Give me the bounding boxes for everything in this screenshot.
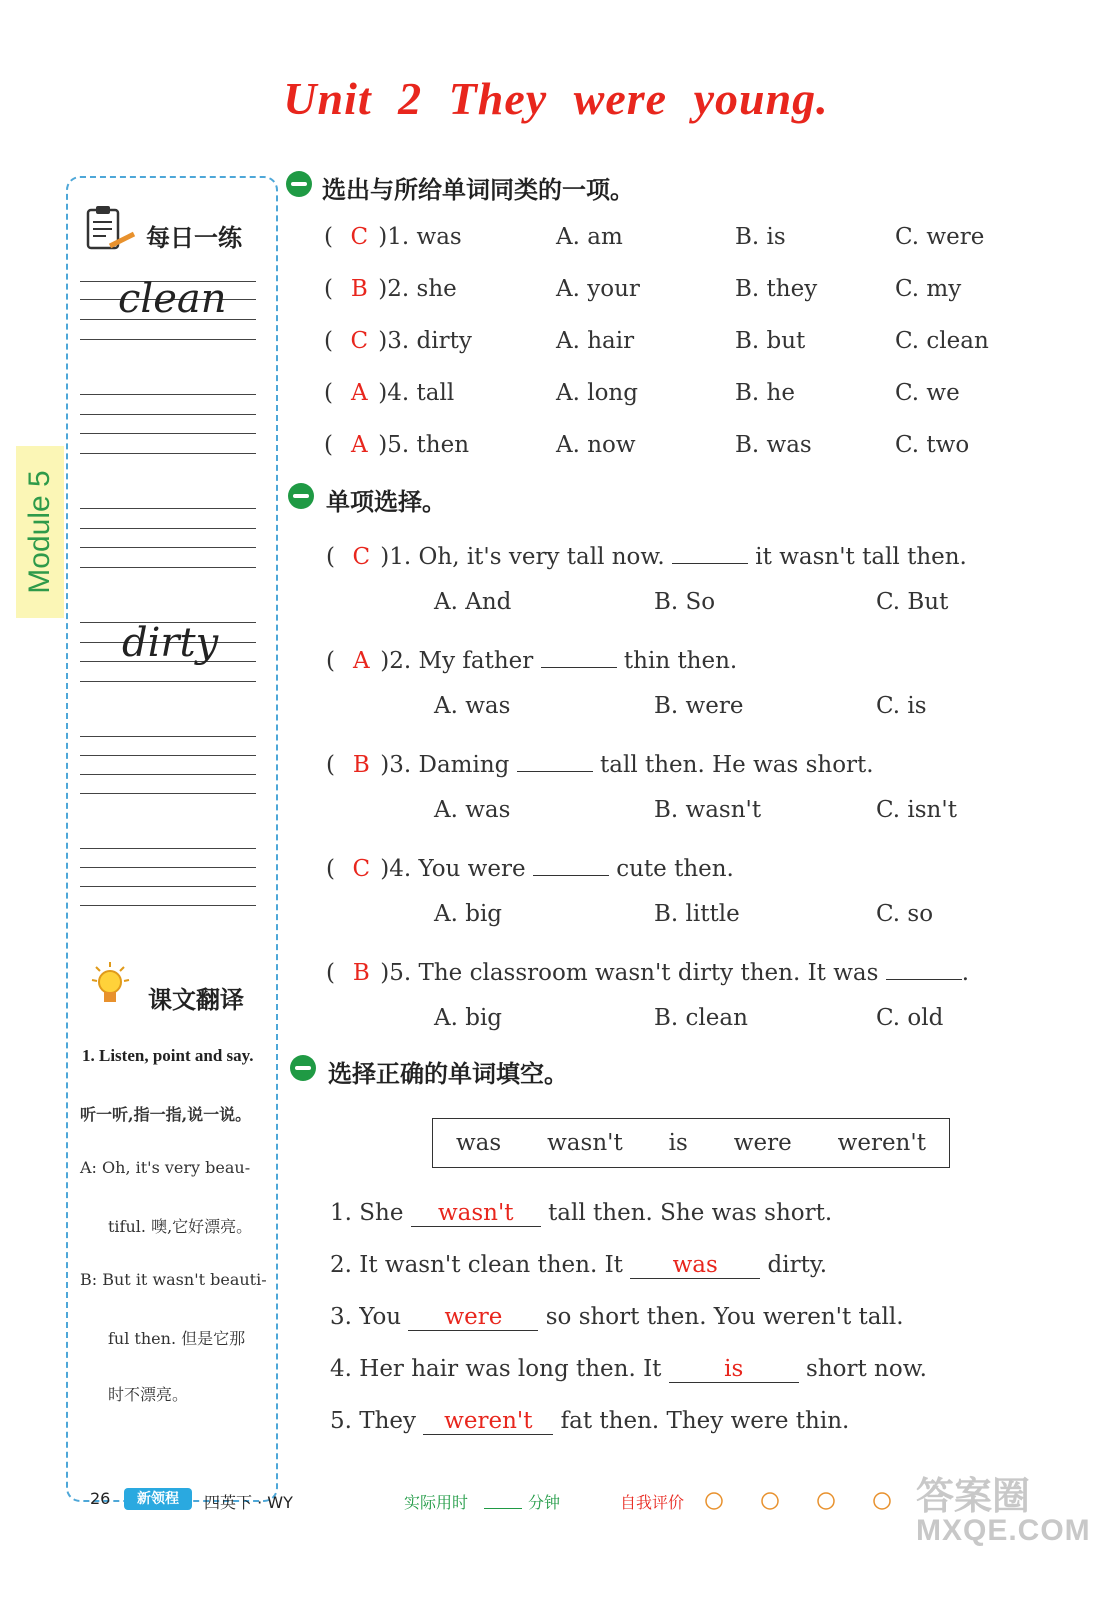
sentence-end: tall then. She was short. [548,1200,833,1226]
module-tab-label: Module 5 [23,470,56,594]
answer-mark: C [352,544,371,570]
module-tab [16,446,64,618]
guide-line [80,547,256,548]
rating-faces [704,1490,904,1512]
option-a: A. big [434,1005,503,1031]
guide-line [80,414,256,415]
time-blank [484,1508,522,1509]
question-tail: cute then. [616,856,734,882]
practice-word-dirty: dirty [122,620,219,666]
s2-question-row: ( C )1. Oh, it's very tall now. it wasn't tall then. [326,537,967,570]
sentence-start: 3. You [330,1304,402,1330]
option-a: A. your [556,276,640,302]
word-bank-item: wasn't [547,1130,623,1156]
option-c: C. is [876,693,927,719]
answer-mark: A [352,648,370,674]
guide-line [80,453,256,454]
word-bank-item: were [733,1130,792,1156]
translation-line: 1. Listen, point and say. [82,1046,254,1065]
page-number: 26 [90,1489,111,1508]
sidebar-panel [66,176,278,1502]
option-b: B. he [735,380,795,406]
option-a: A. And [434,589,512,615]
option-b: B. So [654,589,716,615]
section-one-icon [286,171,312,197]
guide-line [80,528,256,529]
guide-line [80,793,256,794]
option-a: A. now [556,432,636,458]
guide-line [80,755,256,756]
option-c: C. old [876,1005,944,1031]
time-label: 实际用时 [404,1493,469,1512]
sentence-end: fat then. They were thin. [560,1408,850,1434]
question-stem: )3. Daming [380,752,510,778]
answer-blank [886,953,962,980]
answer-mark: A [350,432,368,458]
s2-question-row: ( B )3. Daming tall then. He was short. [326,745,874,778]
question-stem: )5. then [378,432,470,458]
fill-sentence [330,1304,904,1331]
translation-line: ful then. 但是它那 [108,1329,246,1348]
answer-blank [517,745,593,772]
option-a: A. was [434,797,511,823]
option-b: B. was [735,432,812,458]
sentence-end: short now. [806,1356,927,1382]
question-stem: )4. tall [378,380,455,406]
practice-heading: 每日一练 [146,224,242,252]
s2-question-row: ( C )4. You were cute then. [326,849,734,882]
answer-mark: B [352,752,370,778]
question-stem: )5. The classroom wasn't dirty then. It was [380,960,879,986]
answer-blank [533,849,609,876]
watermark [916,1478,1091,1546]
frown-face-icon [874,1493,890,1509]
translation-line: B: But it wasn't beauti- [80,1270,267,1289]
option-c: C. two [895,432,970,458]
question-tail: . [961,960,970,986]
question-tail: thin then. [623,648,738,674]
question-tail: tall then. He was short. [600,752,874,778]
guide-line [80,508,256,509]
sentence-start: 2. It wasn't clean then. It [330,1252,623,1278]
filled-answer: was [630,1252,760,1279]
smile-face-icon [706,1493,722,1509]
option-a: A. am [556,224,623,250]
watermark-bottom: MXQE.COM [916,1514,1091,1547]
question-stem: )3. dirty [378,328,472,354]
option-c: C. But [876,589,949,615]
section-two-title: 单项选择。 [326,488,446,516]
section-three-title: 选择正确的单词填空。 [328,1060,568,1088]
guide-line [80,774,256,775]
fill-sentence [330,1200,832,1227]
filled-answer: wasn't [411,1200,541,1227]
answer-mark: B [352,960,370,986]
section-two-icon [288,483,314,509]
filled-answer: weren't [423,1408,553,1435]
s1-question-row: ( C )3. dirty [324,328,472,354]
fill-sentence [330,1252,827,1279]
brand-badge: 新领程 [124,1488,192,1510]
s1-question-row: ( C )1. was [324,224,462,250]
sentence-end: so short then. You weren't tall. [545,1304,904,1330]
option-b: B. clean [654,1005,748,1031]
s1-question-row: ( A )5. then [324,432,470,458]
option-c: C. isn't [876,797,957,823]
option-c: C. were [895,224,985,250]
answer-mark: A [350,380,368,406]
question-stem: )2. she [378,276,457,302]
translation-line: 听一听,指一指,说一说。 [80,1105,252,1124]
practice-word-clean: clean [118,276,227,322]
sentence-start: 4. Her hair was long then. It [330,1356,662,1382]
s2-question-row: ( B )5. The classroom wasn't dirty then. It was . [326,953,969,986]
neutral-face-icon [762,1493,778,1509]
fill-sentence [330,1356,927,1383]
question-stem: )2. My father [380,648,534,674]
question-stem: )4. You were [380,856,526,882]
word-bank-item: is [668,1130,688,1156]
guide-line [80,736,256,737]
guide-line [80,681,256,682]
option-a: A. long [556,380,638,406]
filled-answer: were [408,1304,538,1331]
section-one-title: 选出与所给单词同类的一项。 [322,176,634,204]
self-eval-label: 自我评价 [620,1493,685,1512]
word-bank [432,1118,950,1168]
guide-line [80,394,256,395]
guide-line [80,886,256,887]
lightbulb-icon [88,960,136,1012]
guide-line [80,339,256,340]
clipboard-pencil-icon [82,204,138,256]
fill-sentence [330,1408,849,1435]
option-c: C. clean [895,328,989,354]
option-b: B. but [735,328,806,354]
guide-line [80,848,256,849]
question-stem: )1. Oh, it's very tall now. [380,544,665,570]
answer-mark: B [350,276,368,302]
answer-blank [541,641,617,668]
option-c: C. so [876,901,934,927]
guide-line [80,867,256,868]
option-b: B. they [735,276,818,302]
answer-mark: C [350,328,369,354]
word-bank-item: was [455,1130,502,1156]
sentence-start: 5. They [330,1408,417,1434]
filled-answer: is [669,1356,799,1383]
sad-face-icon [818,1493,834,1509]
s1-question-row: ( B )2. she [324,276,457,302]
question-tail: it wasn't tall then. [755,544,967,570]
minutes-label: 分钟 [528,1493,561,1512]
option-a: A. was [434,693,511,719]
translation-line: tiful. 噢,它好漂亮。 [108,1217,253,1236]
watermark-top: 答案圈 [916,1476,1031,1518]
answer-blank [672,537,748,564]
question-stem: )1. was [378,224,462,250]
option-a: A. hair [556,328,635,354]
option-b: B. little [654,901,740,927]
s2-question-row: ( A )2. My father thin then. [326,641,737,674]
option-a: A. big [434,901,503,927]
option-b: B. were [654,693,744,719]
guide-line [80,567,256,568]
s1-question-row: ( A )4. tall [324,380,455,406]
option-b: B. is [735,224,786,250]
word-bank-item: weren't [837,1130,926,1156]
option-b: B. wasn't [654,797,762,823]
translation-heading: 课文翻译 [148,986,244,1014]
sentence-end: dirty. [767,1252,828,1278]
section-three-icon [290,1055,316,1081]
option-c: C. we [895,380,960,406]
translation-line: A: Oh, it's very beau- [80,1158,251,1177]
guide-line [80,905,256,906]
grade-label: 四英下 · WY [204,1493,293,1512]
answer-mark: C [350,224,369,250]
sentence-start: 1. She [330,1200,404,1226]
translation-line: 时不漂亮。 [108,1385,189,1404]
answer-mark: C [352,856,371,882]
guide-line [80,433,256,434]
page-title: Unit 2 They were young. [283,73,829,124]
option-c: C. my [895,276,962,302]
